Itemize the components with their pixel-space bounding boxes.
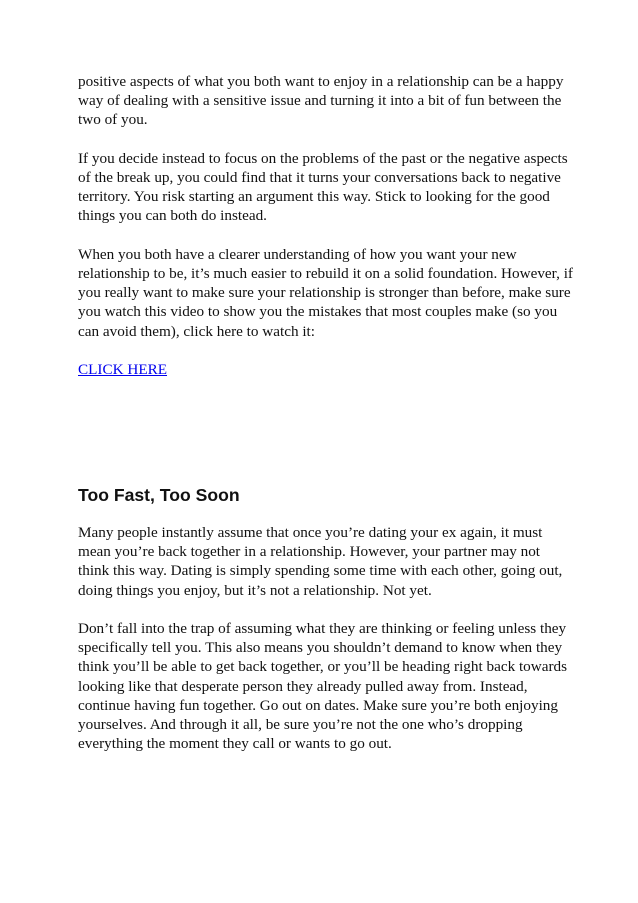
click-here-link[interactable]: CLICK HERE bbox=[78, 361, 168, 378]
paragraph-negative-focus: If you decide instead to focus on the problems of the past or the negative aspects of the break up, you could find that it turns your conversations back to negative territory. You risk starting an argument this way. Stick to looking for the good things you can both do instead. bbox=[78, 149, 568, 225]
paragraph-dont-fall-trap: Don’t fall into the trap of assuming what they are thinking or feeling unless they specifically tell you. This also means you shouldn’t demand to know when they think you’ll be able to get back together, or you’ll be heading right back towards looking like that desperate person they already pulled away from. Instead, continue having fun together. Go out on dates. Make sure you’re both enjoying yourselves. And through it all, be sure you’re not the one who’s dropping everything the moment they call or wants to go out. bbox=[78, 620, 568, 753]
body-text-bottom bbox=[78, 523, 573, 773]
click-here-line bbox=[78, 360, 573, 379]
paragraph-clearer-understanding: When you both have a clearer understanding of how you want your new relationship to be, it’s much easier to rebuild it on a solid foundation. However, if you really want to make sure your relationship is stronger than before, make sure you watch this video to show you the mistakes that most couples make (so you can avoid them), click here to watch it: bbox=[78, 245, 573, 340]
paragraph-dating-assumption: Many people instantly assume that once you’re dating your ex again, it must mean you’re back together in a relationship. However, your partner may not think this way. Dating is simply spending some time with each other, going out, doing things you enjoy, but it’s not a relationship. Not yet. bbox=[78, 524, 563, 599]
paragraph-continuation: positive aspects of what you both want to enjoy in a relationship can be a happy way of dealing with a sensitive issue and turning it into a bit of fun between the two of you. bbox=[78, 73, 564, 129]
body-text-top bbox=[78, 72, 573, 379]
section-heading: Too Fast, Too Soon bbox=[78, 485, 240, 505]
